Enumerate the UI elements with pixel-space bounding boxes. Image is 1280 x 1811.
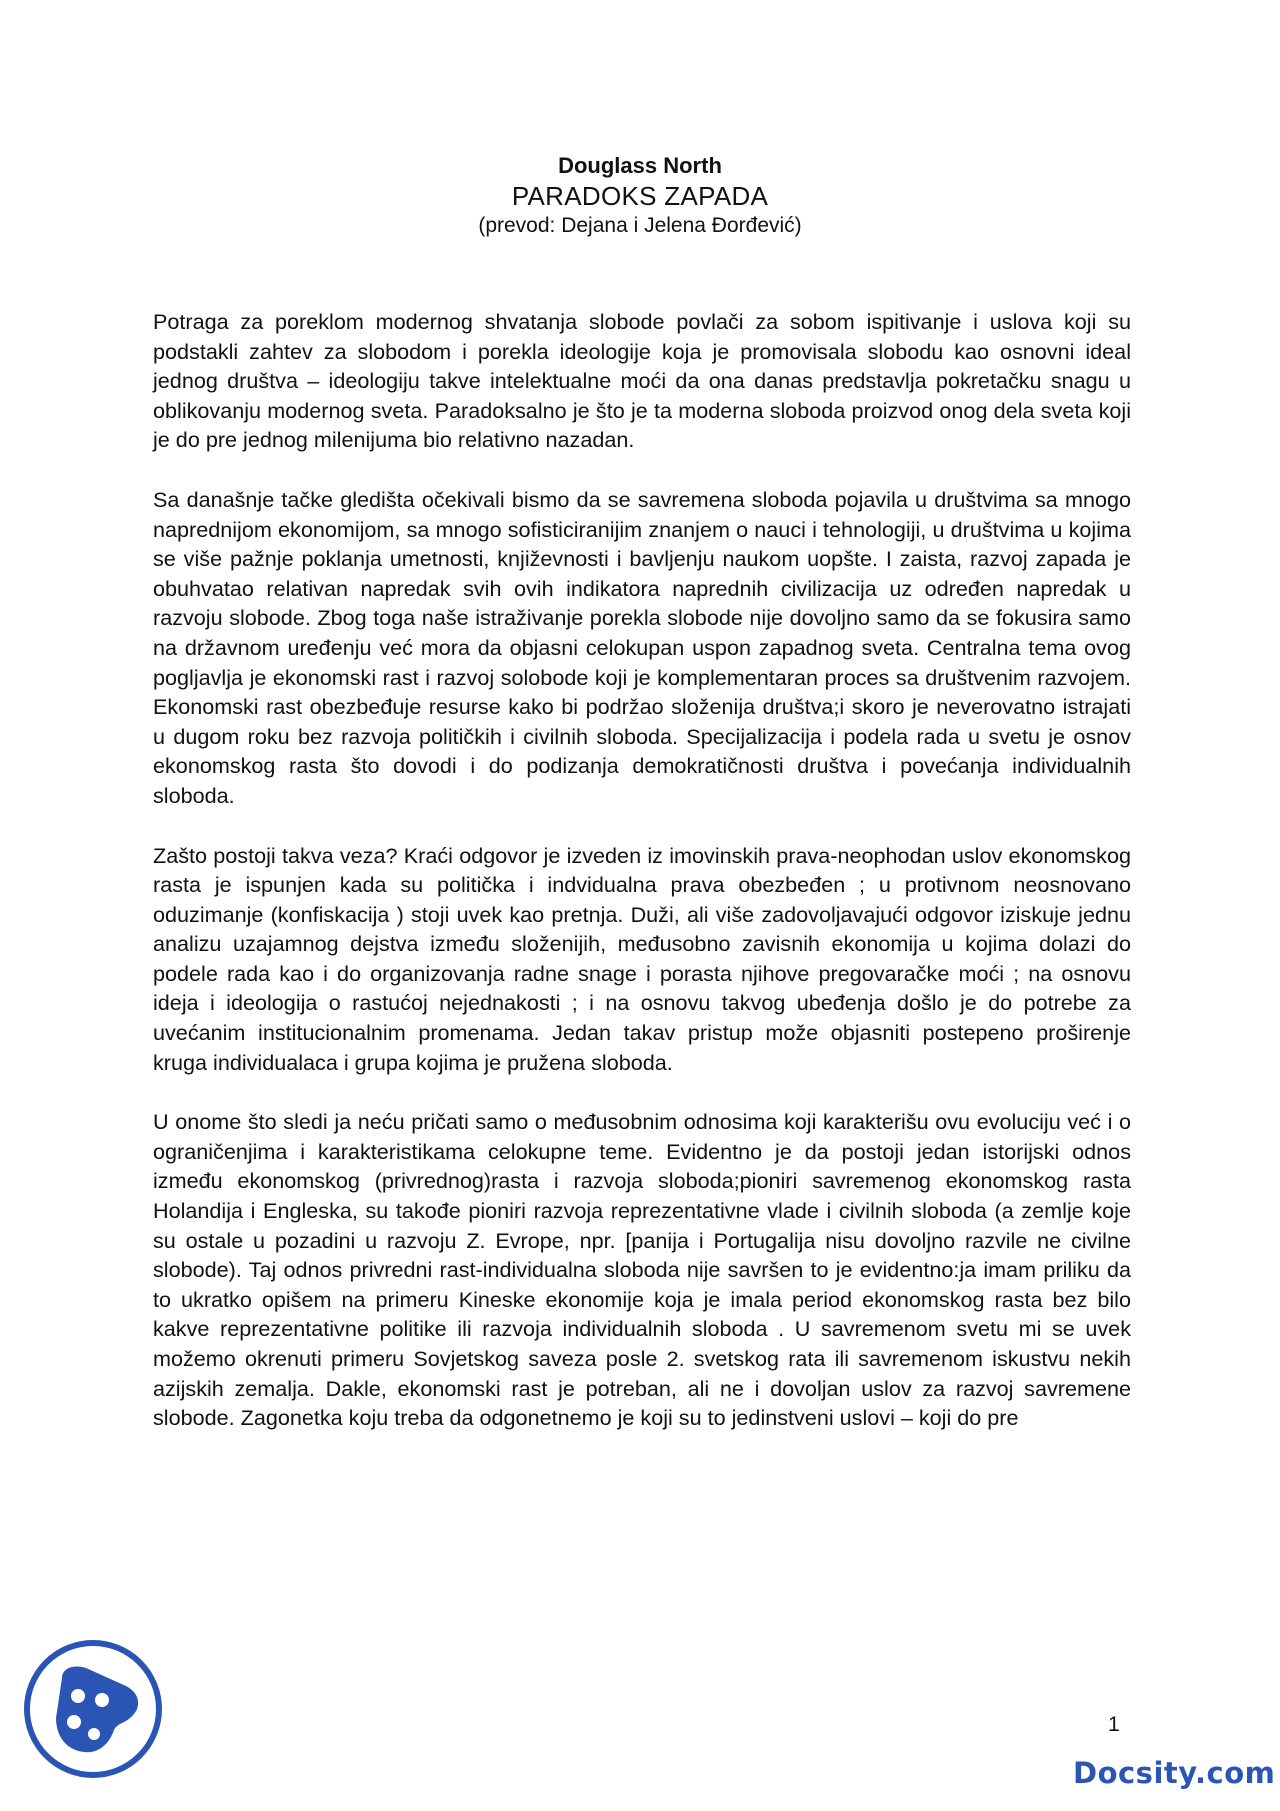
docsity-logo-icon[interactable] (22, 1638, 164, 1780)
paragraph-3: Zašto postoji takva veza? Kraći odgovor je izveden iz imovinskih prava-neophodan uslov ekonomskog rasta je ispunjen kada su politička i indvidualna prava obezbeđen ; u protivnom neosnovano oduzimanje (konfiskacija ) stoji uvek kao pretnja. Duži, ali više zadovoljavajući odgovor iziskuje jednu analizu uzajamnog dejstva između složenijih, međusobno zavisnih ekonomija u kojima dolazi do podele rada kao i do organizovanja radne snage i porasta njihove pregovaračke moći ; na osnovu ideja i ideologija o rastućoj nejednakosti ; i na osnovu takvog ubeđenja došlo je do potrebe za uvećanim institucionalnim promenama. Jedan takav pristup može objasniti postepeno proširenje kruga individualaca i grupa kojima je pružena sloboda. (153, 842, 1131, 1075)
page-number: 1 (1108, 1713, 1120, 1736)
paragraph-2: Sa današnje tačke gledišta očekivali bismo da se savremena sloboda pojavila u društvima sa mnogo naprednijom ekonomijom, sa mnogo sofisticiranijim znanjem o nauci i tehnologiji, u društvima u kojima se više pažnje poklanja umetnosti, književnosti i bavljenju naukom uopšte. I zaista, razvoj zapada je obuhvatao relativan napredak svih ovih indikatora naprednih civilizacija uz određen napredak u razvoju slobode. Zbog toga naše istraživanje porekla slobode nije dovoljno samo da se fokusira samo na državnom uređenju već mora da objasni celokupan uspon zapadnog sveta. Centralna tema ovog pogljavlja je ekonomski rast i razvoj solobode koji je komplementaran proces sa društvenim razvojem. Ekonomski rast obezbeđuje resurse kako bi podržao složenija društva;i skoro je neverovatno istrajati u dugom roku bez razvoja političkih i civilnih sloboda. Specijalizacija i podela rada u svetu je osnov ekonomskog rasta što dovodi i do podizanja demokratičnosti društva i povećanja individualnih sloboda. (153, 486, 1131, 808)
paragraph-1: Potraga za poreklom modernog shvatanja slobode povlači za sobom ispitivanje i uslova koji su podstakli zahtev za slobodom i porekla ideologije koja je promovisala slobodu kao osnovni ideal jednog društva – ideologiju takve intelektualne moći da ona danas predstavlja pokretačku snagu u oblikovanju modernog sveta. Paradoksalno je što je ta moderna sloboda proizvod onog dela sveta koji je do pre jednog milenijuma bio relativno nazadan. (153, 309, 1131, 453)
document-body (153, 307, 1131, 1463)
translator-credit: (prevod: Dejana i Jelena Đorđević) (478, 214, 802, 237)
docsity-brand-link[interactable]: Docsity.com (1073, 1756, 1276, 1790)
document-header (0, 152, 1280, 240)
document-title: PARADOKS ZAPADA (511, 181, 769, 211)
author-name: Douglass North (558, 153, 722, 178)
paragraph-4: U onome što sledi ja neću pričati samo o međusobnim odnosima koji karakterišu ovu evoluciju već i o ograničenjima i karakteristikama celokupne teme. Evidentno je da postoji jedan istorijski odnos između ekonomskog (privrednog)rasta i razvoja sloboda;pioniri savremenog ekonomskog rasta Holandija i Engleska, su takođe pioniri razvoja reprezentativne vlade i civilnih sloboda (a zemlje koje su ostale u pozadini u razvoju Z. Evrope, npr. [panija i Portugalija nisu dovoljno razvile ne civilne slobode). Taj odnos privredni rast-individualna sloboda nije savršen to je evidentno:ja imam priliku da to ukratko opišem na primeru Kineske ekonomije koja je imala period ekonomskog rasta bez bilo kakve reprezentativne politike ili razvoja individualnih sloboda . U savremenom svetu mi se uvek možemo okrenuti primeru Sovjetskog saveza posle 2. svetskog rata ili savremenom iskustvu nekih azijskih zemalja. Dakle, ekonomski rast je potreban, ali ne i dovoljan uslov za razvoj savremene slobode. Zagonetka koju treba da odgonetnemo je koji su to jedinstveni uslovi – koji do pre (153, 1109, 1131, 1431)
